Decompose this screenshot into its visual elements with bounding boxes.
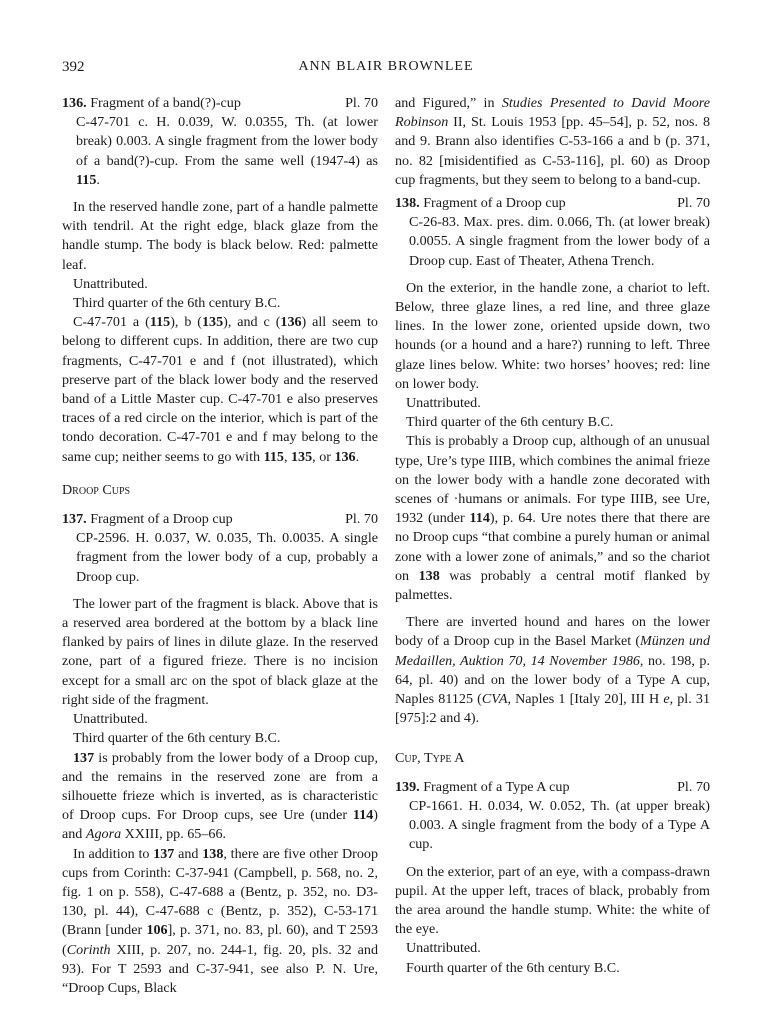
entry-138-comment-2: There are inverted hound and hares on the lower body of a Droop cup in the Basel Market (Münzen und Medaillen, Auktion 70, 14 November 1986, no. 198, p. 64, pl. 40) and on the lower body of a Type A cup, Naples 81125 (CVA, Naples 1 [Italy 20], III H e, pl. 31 [975]:2 and 4). xyxy=(395,614,711,727)
entry-137-description: The lower part of the fragment is black. Above that is a reserved area bordered at the bottom by a black line flanked by pairs of lines in dilute glaze. In the reserved zone, part of a figured frieze. There is no incision except for a small arc on the spot of black glaze at the right side of the fragment. xyxy=(62,595,378,708)
entry-137-comment: 137 is probably from the lower body of a Droop cup, and the remains in the reserved zone are from a silhouette frieze which is inverted, as is characteristic of Droop cups. For Droop cups, see Ure (under 114) and Agora XXIII, pp. 65–66. xyxy=(62,749,378,843)
entry-title: Fragment of a Droop cup xyxy=(90,511,233,528)
entry-138-description: On the exterior, in the handle zone, a chariot to left. Below, three glaze lines, a red line, and three glaze lines. In the lower zone, oriented upside down, two hounds (or a hound and a hare?) running to left. Three glaze lines below. White: two horses’ hooves; red: line on lower body. xyxy=(395,279,710,392)
left-column xyxy=(62,94,378,998)
section-heading-cup-type-a: Cup, Type A xyxy=(395,749,465,766)
section-heading-droop-cups: Droop Cups xyxy=(62,481,131,498)
entry-139-catalog: CP-1661. H. 0.034, W. 0.052, Th. (at upper break) 0.003. A single fragment from the body of a Type A cup. xyxy=(409,797,710,853)
entry-137-catalog: CP-2596. H. 0.037, W. 0.035, Th. 0.0035. A single fragment from the lower body of a cup, probably a Droop cup. xyxy=(76,530,378,585)
entry-139-description: On the exterior, part of an eye, with a compass-drawn pupil. At the upper left, traces of black, probably from the area around the handle stump. White: the white of the eye. xyxy=(395,863,710,938)
right-column xyxy=(395,94,710,978)
entry-137-attribution: Unattributed. xyxy=(73,711,148,728)
plate-reference: Pl. 70 xyxy=(677,195,710,212)
entry-number: 138. xyxy=(395,195,420,212)
entry-137-date: Third quarter of the 6th century B.C. xyxy=(73,730,281,747)
entry-138-catalog: C-26-83. Max. pres. dim. 0.066, Th. (at lower break) 0.0055. A single fragment from the lower body of a Droop cup. East of Theater, Athena Trench. xyxy=(409,214,710,269)
running-title: ANN BLAIR BROWNLEE xyxy=(298,59,474,74)
entry-139-date: Fourth quarter of the 6th century B.C. xyxy=(406,959,620,976)
entry-139-heading xyxy=(395,778,710,797)
entry-136-description: In the reserved handle zone, part of a handle palmette with tendril. At the right edge, black glaze from the handle stump. The body is black below. Red: palmette leaf. xyxy=(62,199,378,273)
continued-paragraph: and Figured,” in Studies Presented to David Moore Robinson II, St. Louis 1953 [pp. 45–54], p. 52, nos. 8 and 9. Brann also identifies C-53-166 a and b (p. 371, no. 82 [misidentified as C-53-116], pl. 60) as Droop cup fragments, but they seem to belong to a band-cup. xyxy=(395,95,711,188)
entry-number: 139. xyxy=(395,778,420,795)
entry-138-heading xyxy=(395,194,710,213)
entry-136-comment: C-47-701 a (115), b (135), and c (136) all seem to belong to different cups. In addition, there are two cup fragments, C-47-701 e and f (not illustrated), which preserve part of the black lower body and the reserved band of a Little Master cup. C-47-701 e also preserves traces of a red circle on the interior, which is part of the tondo decoration. C-47-701 e and f may belong to the same cup; neither seems to go with 115, 135, or 136. xyxy=(62,314,378,465)
entry-136-catalog: C-47-701 c. H. 0.039, W. 0.0355, Th. (at lower break) 0.003. A single fragment from the lower body of a band(?)-cup. From the same well (1947-4) as 115. xyxy=(76,114,378,188)
entry-138-attribution: Unattributed. xyxy=(406,395,481,412)
page-header xyxy=(62,59,710,79)
plate-reference: Pl. 70 xyxy=(345,95,378,111)
page-number: 392 xyxy=(62,59,85,75)
entry-137-heading xyxy=(62,510,378,529)
plate-reference: Pl. 70 xyxy=(345,511,378,528)
entry-number: 136. xyxy=(62,95,87,111)
entry-138-date: Third quarter of the 6th century B.C. xyxy=(406,414,614,431)
entry-136-date: Third quarter of the 6th century B.C. xyxy=(73,295,281,312)
entry-139-attribution: Unattributed. xyxy=(406,940,481,957)
entry-number: 137. xyxy=(62,511,87,528)
entry-title: Fragment of a Droop cup xyxy=(423,195,566,212)
entry-136-attribution: Unattributed. xyxy=(73,275,148,292)
entry-137-comment-2: In addition to 137 and 138, there are five other Droop cups from Corinth: C-37-941 (Campbell, p. 568, no. 2, fig. 1 on p. 558), C-47-688 a (Bentz, p. 352, no. D3-130, pl. 44), C-47-688 c (Bentz, p. 352), C-53-171 (Brann [under 106], p. 371, no. 83, pl. 60), and T 2593 (Corinth XIII, p. 207, no. 244-1, fig. 20, pls. 32 and 93). For T 2593 and C-37-941, see also P. N. Ure, “Droop Cups, Black xyxy=(62,845,378,996)
entry-138-comment: This is probably a Droop cup, although of an unusual type, Ure’s type IIIB, which combines the animal frieze on the lower body with a handle zone decorated with scenes of ·humans or animals. For type IIIB, see Ure, 1932 (under 114), p. 64. Ure notes there that there are no Droop cups “that combine a purely human or animal zone with a lower zone of animals,” and so the chariot on 138 was probably a central motif flanked by palmettes. xyxy=(395,433,710,604)
entry-title: Fragment of a Type A cup xyxy=(423,778,570,795)
entry-title: Fragment of a band(?)-cup xyxy=(90,95,241,111)
entry-136-heading xyxy=(62,94,378,113)
plate-reference: Pl. 70 xyxy=(677,778,710,795)
